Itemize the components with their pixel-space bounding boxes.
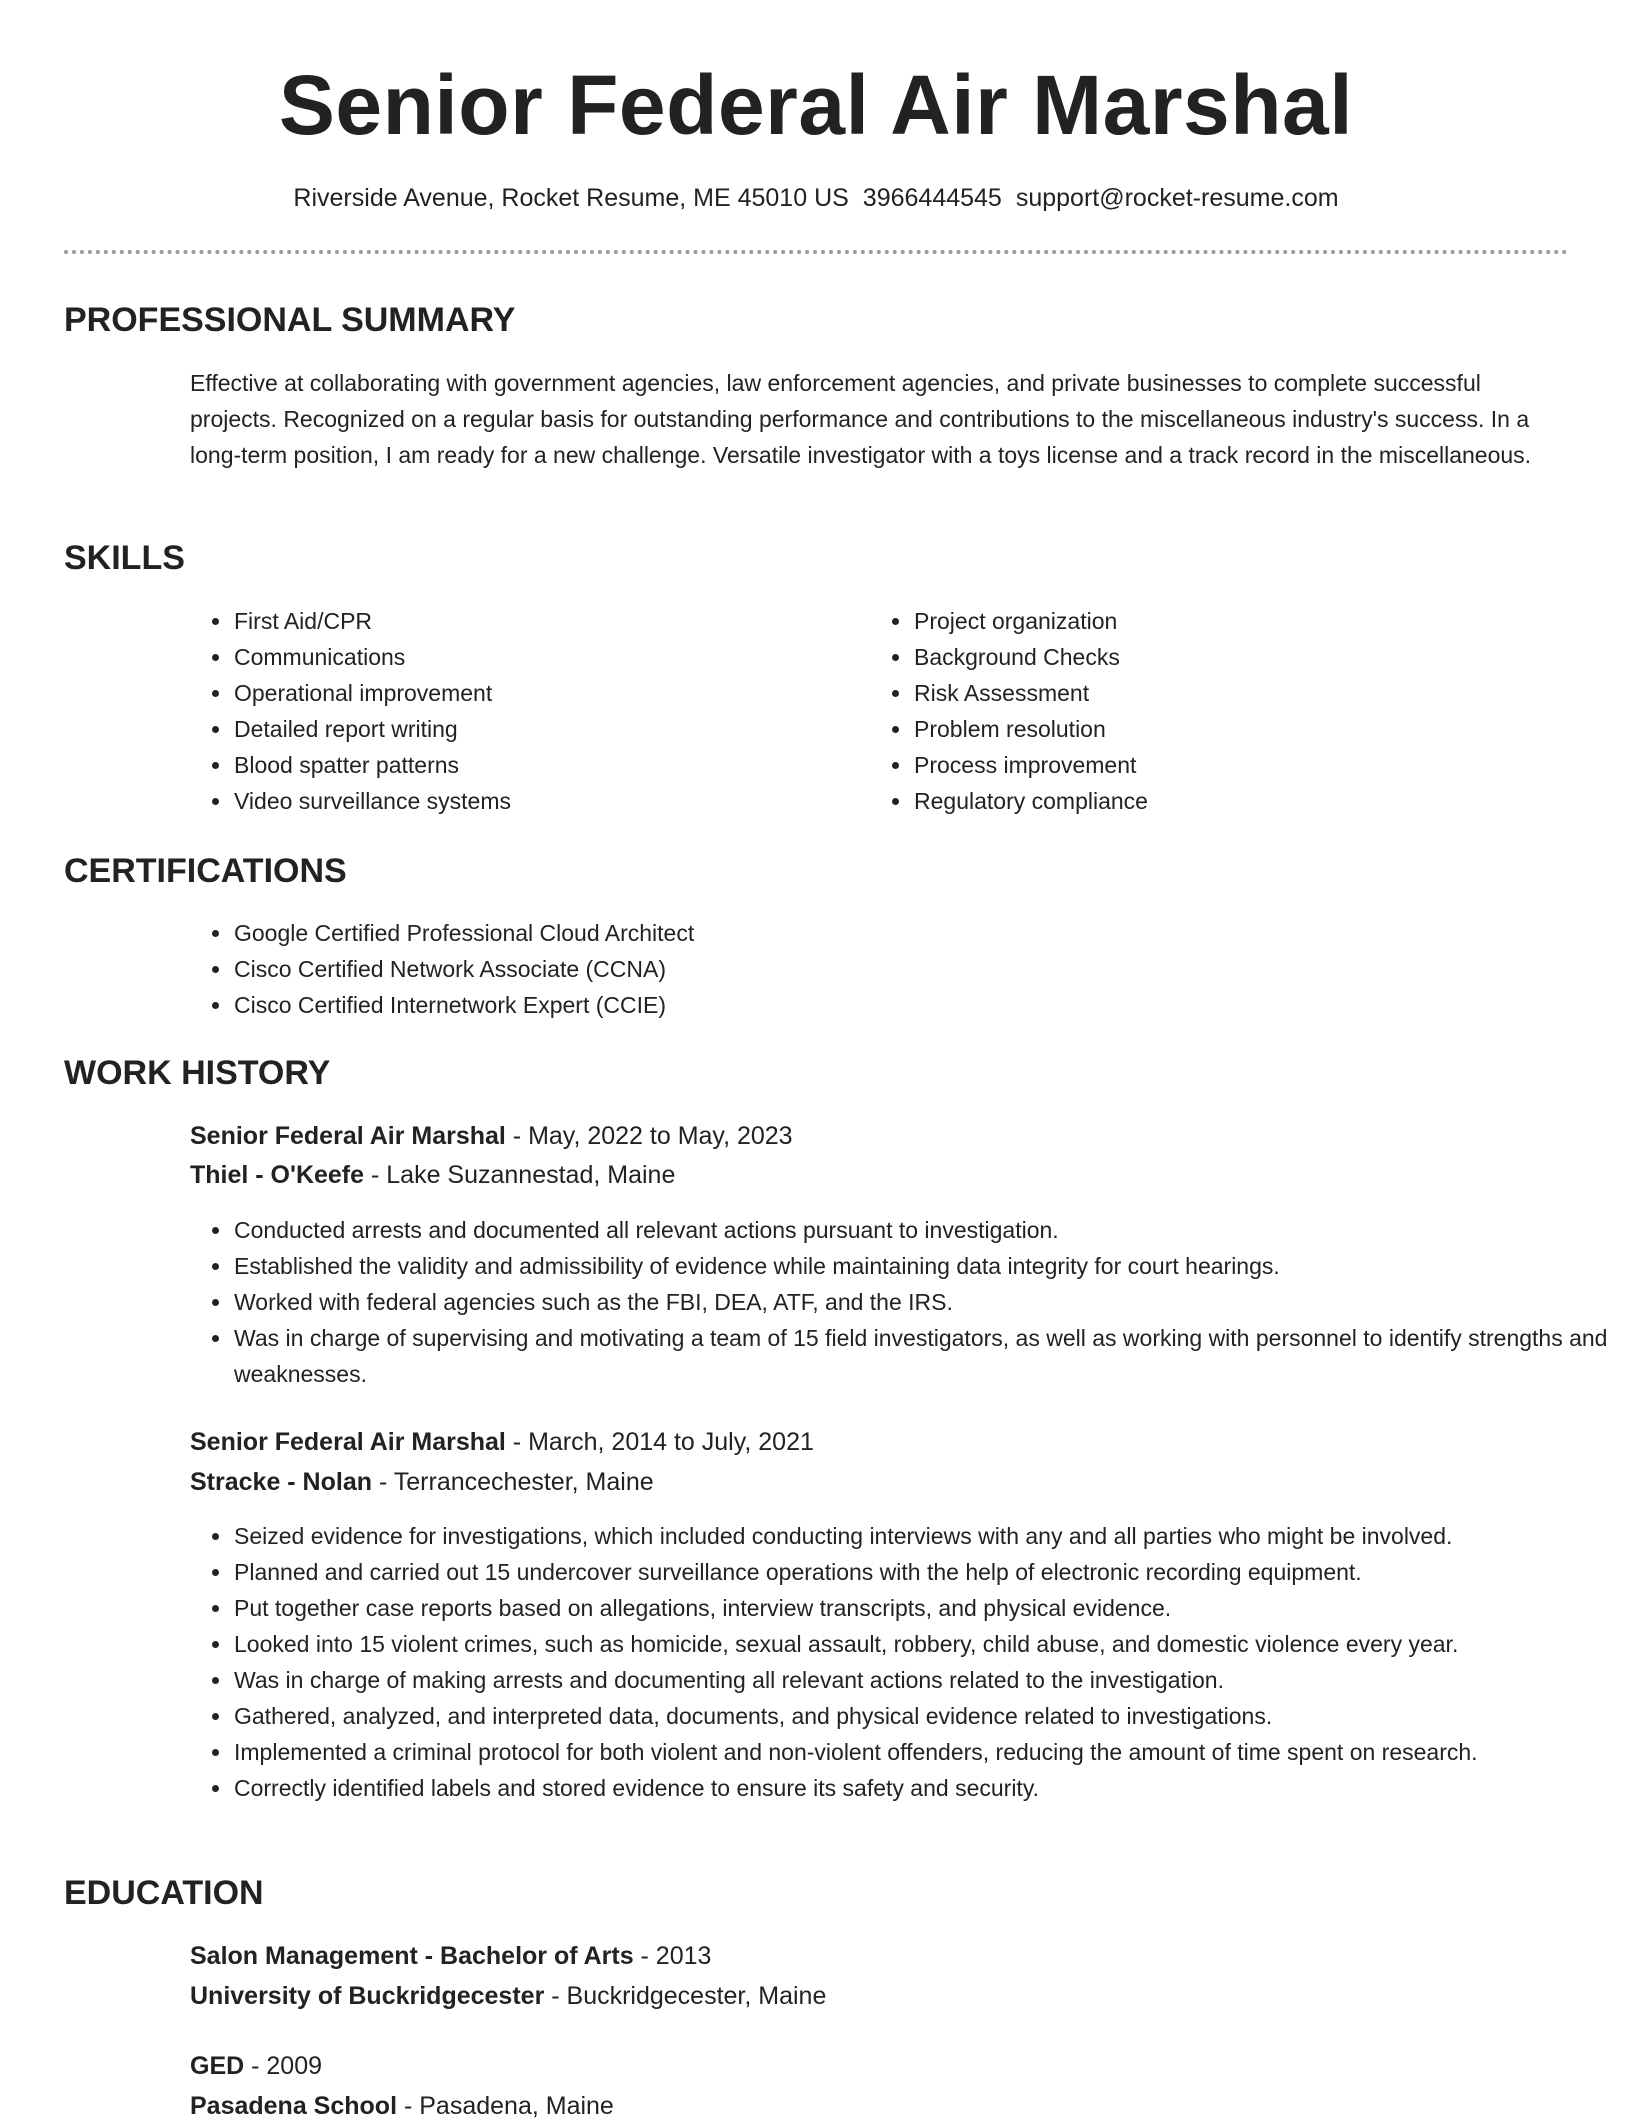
job-company: Thiel - O'Keefe [190, 1161, 365, 1189]
education-school-line [190, 2088, 614, 2124]
certification-item: • Google Certified Professional Cloud Architect [233, 915, 1533, 951]
education-heading: EDUCATION [64, 1874, 264, 1912]
job-bullet: • Looked into 15 violent crimes, such as homicide, sexual assault, robbery, child abuse, and domestic violence every year. [233, 1626, 1623, 1662]
work-history-heading: WORK HISTORY [64, 1054, 331, 1092]
job-bullets [190, 1518, 1623, 1806]
education-degree-line [190, 1938, 711, 1974]
skill-item: • Risk Assessment [913, 675, 1513, 711]
skills-list-right [870, 603, 1513, 819]
skills-list-left [190, 603, 833, 819]
job-company-line [190, 1464, 654, 1500]
education-location: - Buckridgecester, Maine [544, 1982, 827, 2010]
job-dates: - March, 2014 to July, 2021 [505, 1428, 814, 1456]
skill-item: • Communications [233, 639, 833, 675]
skill-item: • First Aid/CPR [233, 603, 833, 639]
summary-heading: PROFESSIONAL SUMMARY [64, 301, 516, 339]
job-location: - Terrancechester, Maine [372, 1468, 654, 1496]
skill-item: • Video surveillance systems [233, 783, 833, 819]
header-divider [64, 250, 1568, 254]
certification-item: • Cisco Certified Network Associate (CCNA) [233, 951, 1533, 987]
job-company: Stracke - Nolan [190, 1468, 373, 1496]
certifications-list [190, 915, 1533, 1023]
summary-text: Effective at collaborating with government agencies, law enforcement agencies, and private businesses to complete successful projects. Recognized on a regular basis for outstanding performance and contributions to the miscellaneous industry's success. In a long-term position, I am ready for a new challenge. Versatile investigator with a toys license and a track record in the miscellaneous. [190, 370, 1532, 468]
contact-phone: 3966444545 [862, 184, 1002, 212]
job-bullet: • Established the validity and admissibility of evidence while maintaining data integrity for court hearings. [233, 1248, 1613, 1284]
education-school: University of Buckridgecester [190, 1982, 545, 2010]
job-bullet: • Was in charge of supervising and motivating a team of 15 field investigators, as well as working with personnel to identify strengths and weaknesses. [233, 1320, 1613, 1392]
education-degree: Salon Management - Bachelor of Arts [190, 1942, 634, 1970]
job-bullet: • Was in charge of making arrests and documenting all relevant actions related to the investigation. [233, 1662, 1623, 1698]
job-role: Senior Federal Air Marshal [190, 1428, 506, 1456]
skill-item: • Blood spatter patterns [233, 747, 833, 783]
education-location: - Pasadena, Maine [397, 2092, 614, 2120]
job-bullet: • Put together case reports based on allegations, interview transcripts, and physical evidence. [233, 1590, 1623, 1626]
contact-line [0, 182, 1632, 214]
job-location: - Lake Suzannestad, Maine [364, 1161, 676, 1189]
job-bullet: • Gathered, analyzed, and interpreted data, documents, and physical evidence related to investigations. [233, 1698, 1623, 1734]
skill-item: • Process improvement [913, 747, 1513, 783]
skill-item: • Project organization [913, 603, 1513, 639]
job-bullet: • Conducted arrests and documented all relevant actions pursuant to investigation. [233, 1212, 1613, 1248]
skill-item: • Regulatory compliance [913, 783, 1513, 819]
certifications-heading: CERTIFICATIONS [64, 852, 347, 890]
contact-address: Riverside Avenue, Rocket Resume, ME 45010 US [293, 184, 849, 212]
skill-item: • Detailed report writing [233, 711, 833, 747]
job-bullet: • Correctly identified labels and stored evidence to ensure its safety and security. [233, 1770, 1623, 1806]
job-bullet: • Seized evidence for investigations, which included conducting interviews with any and all parties who might be involved. [233, 1518, 1623, 1554]
certification-item: • Cisco Certified Internetwork Expert (CCIE) [233, 987, 1533, 1023]
job-bullets [190, 1212, 1613, 1392]
education-year: - 2013 [633, 1942, 712, 1970]
job-bullet: • Planned and carried out 15 undercover surveillance operations with the help of electronic recording equipment. [233, 1554, 1623, 1590]
job-title-line [190, 1118, 793, 1154]
education-degree: GED [190, 2052, 245, 2080]
education-school: Pasadena School [190, 2092, 398, 2120]
job-bullet: • Implemented a criminal protocol for both violent and non-violent offenders, reducing the amount of time spent on research. [233, 1734, 1623, 1770]
education-degree-line [190, 2048, 322, 2084]
resume-name: Senior Federal Air Marshal [278, 58, 1354, 152]
contact-email: support@rocket-resume.com [1015, 184, 1339, 212]
education-school-line [190, 1978, 826, 2014]
job-dates: - May, 2022 to May, 2023 [505, 1122, 793, 1150]
job-title-line [190, 1424, 814, 1460]
skill-item: • Background Checks [913, 639, 1513, 675]
education-year: - 2009 [244, 2052, 323, 2080]
job-bullet: • Worked with federal agencies such as the FBI, DEA, ATF, and the IRS. [233, 1284, 1613, 1320]
job-company-line [190, 1157, 675, 1193]
skills-heading: SKILLS [64, 539, 185, 577]
skill-item: • Operational improvement [233, 675, 833, 711]
job-role: Senior Federal Air Marshal [190, 1122, 506, 1150]
skill-item: • Problem resolution [913, 711, 1513, 747]
